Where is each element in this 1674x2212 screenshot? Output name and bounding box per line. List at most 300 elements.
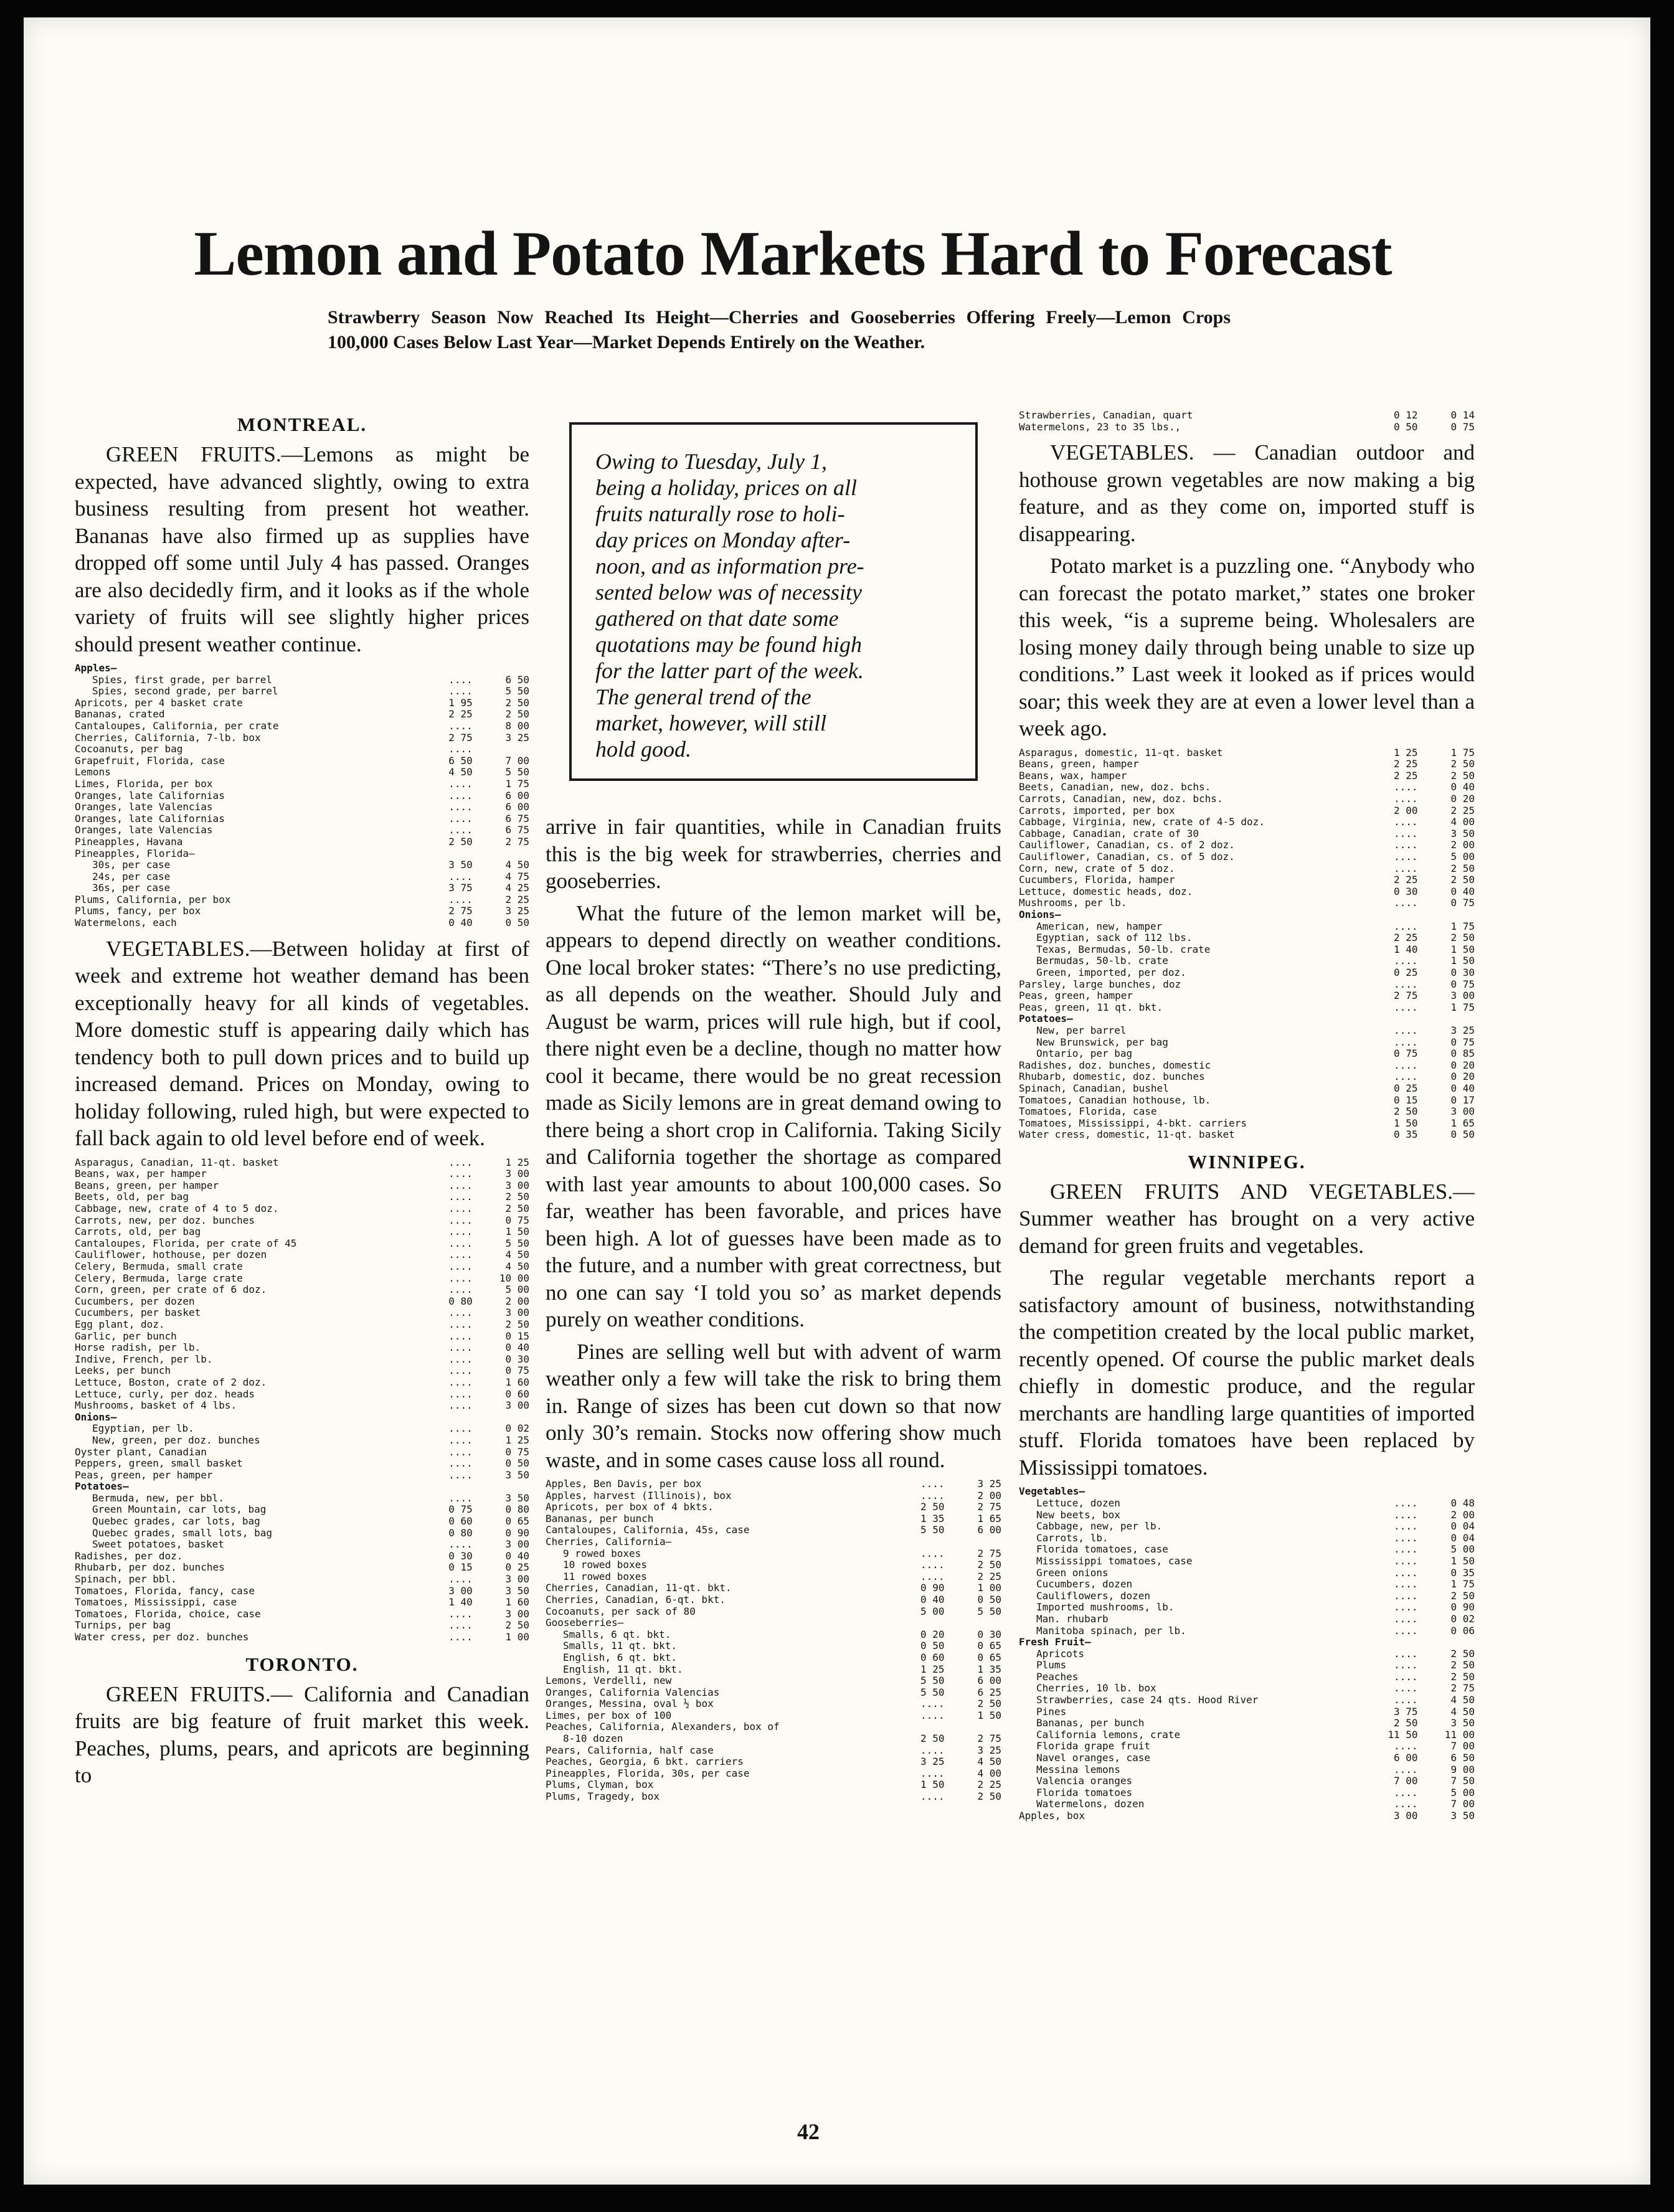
price-high: 1 00 <box>977 1582 1001 1594</box>
item-label: Potatoes— <box>75 1481 129 1493</box>
price-low: .... <box>448 1249 473 1261</box>
price-low: 3 75 <box>448 882 473 894</box>
price-low: .... <box>1393 1660 1418 1671</box>
item-label: Strawberries, Canadian, quart <box>1019 410 1193 421</box>
price-high: 0 75 <box>1450 897 1475 909</box>
potato-market-paragraph: Potato market is a puzzling one. “Anybody who can forecast the potato market,” states one broker this week, “is a supreme being. Wholesalers are losing money daily through being unable to size up conditions.” Last week it looked as if prices would soar; this week they are at even a lower level than a week ago. <box>1019 554 1475 741</box>
price-high: 1 00 <box>505 1632 529 1643</box>
item-label: Cauliflower, Canadian, cs. of 2 doz. <box>1019 839 1235 851</box>
item-label: Asparagus, Canadian, 11-qt. basket <box>75 1156 279 1168</box>
price-row <box>75 1481 529 1493</box>
montreal-fruit-price-table <box>75 663 529 929</box>
price-row <box>75 721 529 732</box>
price-low: .... <box>1393 1509 1418 1521</box>
item-label: Spies, first grade, per barrel <box>92 674 272 686</box>
item-label: Radishes, per doz. <box>75 1550 183 1562</box>
item-label: 10 rowed boxes <box>563 1559 647 1571</box>
price-low: 0 75 <box>1393 1048 1418 1060</box>
price-row <box>1019 747 1475 759</box>
price-high: 2 25 <box>505 894 529 905</box>
item-label: Rhubarb, domestic, doz. bunches <box>1019 1071 1205 1083</box>
price-high <box>1418 1637 1475 1648</box>
price-row <box>1019 1590 1475 1602</box>
price-high: 0 90 <box>1450 1602 1475 1614</box>
price-high: 3 00 <box>505 1608 529 1620</box>
item-label: Bermudas, 50-lb. crate <box>1036 955 1168 967</box>
price-low: .... <box>448 1318 473 1330</box>
price-low: .... <box>1393 1741 1418 1752</box>
price-row <box>546 1594 1001 1606</box>
price-low <box>1361 909 1418 921</box>
price-high: 3 00 <box>505 1168 529 1180</box>
price-low: .... <box>448 778 473 790</box>
item-label: Beets, old, per bag <box>75 1191 189 1203</box>
price-low: 5 50 <box>920 1675 945 1687</box>
price-row <box>1019 851 1475 863</box>
price-high: 0 20 <box>1450 793 1475 805</box>
item-label: Plums, Clyman, box <box>546 1779 654 1791</box>
winnipeg-heading: WINNIPEG. <box>1188 1150 1306 1173</box>
price-low: 3 00 <box>448 1585 473 1597</box>
price-high: 3 50 <box>505 1492 529 1504</box>
item-label: Celery, Bermuda, large crate <box>75 1272 243 1284</box>
price-high: 5 50 <box>505 686 529 697</box>
price-high: 4 00 <box>977 1767 1001 1779</box>
price-high: 0 50 <box>977 1594 1001 1605</box>
item-label: Lettuce, curly, per doz. heads <box>75 1388 255 1400</box>
item-label: Radishes, doz. bunches, domestic <box>1019 1059 1211 1071</box>
notice-line: day prices on Monday after- <box>595 527 851 552</box>
price-high: 2 50 <box>977 1559 1001 1571</box>
price-high: 1 65 <box>977 1513 1001 1524</box>
price-low: .... <box>448 801 473 813</box>
price-row <box>75 790 529 802</box>
item-label: Spinach, Canadian, bushel <box>1019 1082 1169 1094</box>
item-label: Asparagus, domestic, 11-qt. basket <box>1019 747 1223 759</box>
price-row <box>546 1745 1001 1757</box>
item-label: American, new, hamper <box>1036 920 1163 932</box>
toronto-continued-paragraph: arrive in fair quantities, while in Canadian fruits this is the big week for strawberries, cherries and gooseberries. <box>546 815 1001 893</box>
price-row <box>75 1597 529 1609</box>
price-low: 6 00 <box>1393 1752 1418 1764</box>
price-row <box>546 1698 1001 1710</box>
price-high: 2 75 <box>977 1548 1001 1559</box>
price-row <box>546 1779 1001 1791</box>
price-low: 4 50 <box>448 767 473 778</box>
price-high: 8 00 <box>505 720 529 732</box>
price-low: 2 50 <box>1393 1106 1418 1118</box>
price-low: .... <box>1393 1024 1418 1036</box>
item-label: Cherries, Canadian, 11-qt. bkt. <box>546 1582 732 1594</box>
item-label: Rhubarb, per doz. bunches <box>75 1562 225 1574</box>
item-label: Peas, green, 11 qt. bkt. <box>1019 1001 1163 1013</box>
item-label: Fresh Fruit— <box>1019 1637 1091 1648</box>
price-low: 5 00 <box>920 1605 945 1617</box>
price-high: 4 50 <box>505 1249 529 1261</box>
price-low <box>416 663 473 674</box>
price-low: 11 50 <box>1388 1729 1418 1741</box>
price-high: 0 06 <box>1450 1625 1475 1637</box>
item-label: Quebec grades, car lots, bag <box>92 1516 260 1528</box>
item-label: Vegetables— <box>1019 1486 1085 1498</box>
price-low: 0 30 <box>448 1550 473 1562</box>
price-row <box>75 1180 529 1192</box>
holiday-notice-box <box>569 422 978 781</box>
item-label: Indive, French, per lb. <box>75 1353 213 1365</box>
item-label: Cantaloupes, California, per crate <box>75 720 279 732</box>
price-low: .... <box>448 1307 473 1319</box>
price-high: 6 00 <box>977 1524 1001 1536</box>
price-low <box>887 1721 945 1733</box>
price-row <box>1019 770 1475 782</box>
price-low: .... <box>448 825 473 836</box>
price-high: 5 00 <box>1450 1544 1475 1556</box>
item-label: Garlic, per bunch <box>75 1330 177 1342</box>
price-low: .... <box>448 1330 473 1342</box>
item-label: Apricots <box>1036 1648 1085 1660</box>
item-label: Green Mountain, car lots, bag <box>92 1504 267 1516</box>
item-label: Onions— <box>1019 909 1061 920</box>
price-low: 0 40 <box>448 917 473 929</box>
item-label: Plums, fancy, per box <box>75 905 201 917</box>
price-low: 2 25 <box>1393 770 1418 782</box>
price-row <box>75 1261 529 1273</box>
price-high: 2 00 <box>977 1490 1001 1501</box>
price-low: .... <box>1393 1521 1418 1533</box>
item-label: California lemons, crate <box>1036 1729 1181 1741</box>
price-row <box>546 1733 1001 1745</box>
item-label: 9 rowed boxes <box>563 1548 641 1559</box>
price-row <box>546 1559 1001 1571</box>
price-row <box>546 1687 1001 1699</box>
item-label: Apples, box <box>1019 1810 1085 1822</box>
price-row <box>1019 1787 1475 1799</box>
price-row <box>75 732 529 744</box>
item-label: Man. rhubarb <box>1036 1613 1109 1625</box>
item-label: Smalls, 6 qt. bkt. <box>563 1628 671 1640</box>
price-high <box>945 1617 1002 1629</box>
price-high: 4 75 <box>505 871 529 882</box>
item-label: Peaches, Georgia, 6 bkt. carriers <box>546 1756 744 1768</box>
item-label: Cherries, 10 lb. box <box>1036 1683 1156 1694</box>
price-row <box>75 1609 529 1620</box>
price-low <box>416 848 473 860</box>
item-label: Florida grape fruit <box>1036 1741 1151 1752</box>
item-label: Cherries, California, 7-lb. box <box>75 732 261 744</box>
item-label: Oranges, late Californias <box>75 790 225 801</box>
price-low: 2 75 <box>448 905 473 917</box>
column-middle <box>546 410 1001 2153</box>
price-high: 0 40 <box>505 1342 529 1354</box>
item-label: Egyptian, per lb. <box>92 1423 194 1435</box>
price-high: 0 15 <box>505 1330 529 1342</box>
price-high: 2 50 <box>505 697 529 709</box>
price-low: .... <box>1393 1671 1418 1683</box>
item-label: Celery, Bermuda, small crate <box>75 1261 243 1272</box>
price-high: 6 25 <box>977 1686 1001 1698</box>
price-low: .... <box>920 1767 945 1779</box>
item-label: Tomatoes, Florida, fancy, case <box>75 1585 255 1597</box>
item-label: Limes, per box of 100 <box>546 1709 672 1721</box>
price-row <box>1019 1095 1475 1107</box>
price-high: 2 50 <box>1450 932 1475 944</box>
item-label: Peppers, green, small basket <box>75 1458 243 1470</box>
price-high: 0 75 <box>1450 1036 1475 1048</box>
price-row <box>75 1226 529 1238</box>
price-row <box>75 1273 529 1285</box>
item-label: Peas, green, per hamper <box>75 1469 213 1481</box>
price-high: 2 50 <box>977 1698 1001 1710</box>
price-high: 3 00 <box>505 1307 529 1319</box>
price-high: 0 40 <box>505 1550 529 1562</box>
price-low: .... <box>1393 1555 1418 1567</box>
price-row <box>75 1620 529 1632</box>
price-low: 2 25 <box>1393 759 1418 770</box>
item-label: Manitoba spinach, per lb. <box>1036 1625 1186 1637</box>
price-row <box>1019 1775 1475 1787</box>
price-high <box>1418 909 1475 921</box>
price-high: 0 75 <box>1450 978 1475 990</box>
item-label: Lemons, Verdelli, new <box>546 1675 672 1687</box>
price-row <box>1019 1637 1475 1648</box>
price-low: 0 25 <box>1393 967 1418 978</box>
price-row <box>75 686 529 697</box>
article-subtitle: Strawberry Season Now Reached Its Height—Cherries and Gooseberries Offering Freely—Lemon Crops 100,000 Cases Below Last Year—Market Depends Entirely on the Weather. <box>328 307 1231 352</box>
price-low: 0 60 <box>920 1652 945 1663</box>
price-high: 9 00 <box>1450 1764 1475 1775</box>
price-low: .... <box>1393 1497 1418 1509</box>
price-row <box>75 1191 529 1203</box>
price-row <box>1019 1683 1475 1694</box>
price-low: .... <box>1393 1613 1418 1625</box>
price-high: 3 00 <box>505 1400 529 1412</box>
price-low <box>1361 1013 1418 1025</box>
price-high: 7 00 <box>505 755 529 767</box>
price-low: 1 40 <box>448 1597 473 1609</box>
price-high: 5 50 <box>505 1237 529 1249</box>
item-label: Watermelons, dozen <box>1036 1798 1145 1810</box>
price-row <box>1019 1486 1475 1498</box>
price-high: 2 50 <box>1450 1660 1475 1671</box>
price-low: 0 40 <box>920 1594 945 1605</box>
price-high: 1 75 <box>1450 1001 1475 1013</box>
item-label: Sweet potatoes, basket <box>92 1539 224 1551</box>
price-high: 6 50 <box>1450 1752 1475 1764</box>
item-label: Oranges, late Californias <box>75 813 225 825</box>
price-high: 1 75 <box>505 778 529 790</box>
price-row <box>1019 1025 1475 1037</box>
price-row <box>75 1586 529 1597</box>
price-high <box>473 663 529 674</box>
price-row <box>1019 1694 1475 1706</box>
price-row <box>1019 886 1475 898</box>
item-label: Green onions <box>1036 1567 1109 1579</box>
price-row <box>75 767 529 778</box>
item-label: Peas, green, hamper <box>1019 990 1133 1002</box>
item-label: Cantaloupes, Florida, per crate of 45 <box>75 1237 297 1249</box>
price-row <box>1019 990 1475 1002</box>
price-row <box>75 1365 529 1377</box>
item-label: Texas, Bermudas, 50-lb. crate <box>1036 943 1211 955</box>
price-low: .... <box>1393 1590 1418 1602</box>
price-low: 0 50 <box>1393 421 1418 433</box>
price-high: 0 40 <box>1450 1082 1475 1094</box>
price-low: 0 30 <box>1393 886 1418 897</box>
price-low: .... <box>448 1574 473 1586</box>
price-low: 2 50 <box>920 1501 945 1513</box>
item-label: Mushrooms, basket of 4 lbs. <box>75 1400 237 1412</box>
item-label: Imported mushrooms, lb. <box>1036 1602 1175 1614</box>
price-high <box>945 1721 1002 1733</box>
item-label: Oranges, Messina, oval ½ box <box>546 1698 714 1710</box>
price-row <box>75 1470 529 1482</box>
price-low: 2 50 <box>920 1733 945 1745</box>
price-row <box>75 917 529 929</box>
price-high <box>473 1481 529 1493</box>
price-low: .... <box>1393 863 1418 874</box>
price-high: 0 90 <box>505 1527 529 1539</box>
price-row <box>75 1215 529 1227</box>
price-low: .... <box>448 1214 473 1226</box>
item-label: Tomatoes, Mississippi, case <box>75 1597 237 1609</box>
price-high: 0 30 <box>505 1353 529 1365</box>
price-high: 2 50 <box>1450 863 1475 874</box>
notice-line: for the latter part of the week. <box>595 658 864 683</box>
item-label: Pineapples, Florida— <box>75 848 195 859</box>
item-label: Apples, harvest (Illinois), box <box>546 1490 732 1501</box>
price-high: 1 50 <box>977 1709 1001 1721</box>
item-label: Egyptian, sack of 112 lbs. <box>1036 932 1193 944</box>
item-label: New Brunswick, per bag <box>1036 1036 1168 1048</box>
price-high: 0 14 <box>1450 410 1475 421</box>
notice-line: hold good. <box>595 737 692 762</box>
item-label: Spinach, per bbl. <box>75 1574 177 1586</box>
price-low: .... <box>448 1608 473 1620</box>
price-high: 1 60 <box>505 1376 529 1388</box>
price-high: 1 75 <box>1450 747 1475 759</box>
price-high: 2 75 <box>977 1733 1001 1745</box>
notice-line: quotations may be found high <box>595 632 862 657</box>
price-row <box>546 1640 1001 1652</box>
price-high: 5 00 <box>1450 851 1475 863</box>
item-label: Green, imported, per doz. <box>1036 967 1186 978</box>
price-row <box>1019 1533 1475 1544</box>
price-low: .... <box>448 744 473 755</box>
price-row <box>75 894 529 906</box>
price-low: .... <box>448 790 473 801</box>
price-high: 0 80 <box>505 1504 529 1516</box>
item-label: Pines <box>1036 1706 1067 1718</box>
price-low: 3 25 <box>920 1756 945 1768</box>
price-high: 2 50 <box>505 1203 529 1215</box>
price-low: 2 00 <box>1393 805 1418 816</box>
price-low: 7 00 <box>1393 1775 1418 1787</box>
price-low: 2 25 <box>1393 874 1418 886</box>
item-label: Tomatoes, Mississippi, 4-bkt. carriers <box>1019 1117 1247 1129</box>
price-high: 3 50 <box>505 1469 529 1481</box>
price-low: .... <box>1393 816 1418 828</box>
price-low: .... <box>1393 897 1418 909</box>
winnipeg-green-fruits-paragraph: GREEN FRUITS AND VEGETABLES.—Summer weather has brought on a very active demand for green fruits and vegetables. <box>1019 1179 1475 1258</box>
price-low: .... <box>1393 1798 1418 1810</box>
price-row <box>1019 1013 1475 1025</box>
item-label: Peaches <box>1036 1671 1079 1683</box>
price-high: 2 75 <box>1450 1683 1475 1694</box>
price-low: 2 50 <box>1393 1718 1418 1729</box>
montreal-green-fruits-paragraph: GREEN FRUITS.—Lemons as might be expected, have advanced slightly, owing to extra business resulting from present hot weather. Bananas have also firmed up as supplies have dropped off some until July 4 has passed. Oranges are also decidedly firm, and it looks as if the whole variety of fruits will see slightly higher prices should present weather continue. <box>75 442 529 656</box>
item-label: Bananas, per bunch <box>1036 1718 1145 1729</box>
price-row <box>546 1664 1001 1676</box>
price-high: 0 04 <box>1450 1521 1475 1533</box>
price-row <box>75 1377 529 1389</box>
price-high: 3 00 <box>1450 990 1475 1002</box>
price-high: 1 75 <box>1450 1579 1475 1590</box>
item-label: Apricots, per box of 4 bkts. <box>546 1501 714 1513</box>
price-row <box>75 1238 529 1250</box>
price-low: .... <box>448 1261 473 1272</box>
price-high <box>1418 1013 1475 1025</box>
item-label: Limes, Florida, per box <box>75 778 213 790</box>
price-row <box>546 1536 1001 1548</box>
price-row <box>1019 863 1475 875</box>
price-row <box>75 674 529 686</box>
price-high: 4 25 <box>505 882 529 894</box>
price-high: 4 50 <box>505 859 529 871</box>
item-label: Watermelons, 23 to 35 lbs., <box>1019 421 1181 433</box>
item-label: Tomatoes, Florida, choice, case <box>75 1608 261 1620</box>
price-high: 2 25 <box>977 1571 1001 1582</box>
price-high: 4 50 <box>977 1756 1001 1768</box>
price-low: 1 40 <box>1393 943 1418 955</box>
item-label: New, green, per doz. bunches <box>92 1434 260 1446</box>
item-label: Turnips, per bag <box>75 1620 171 1632</box>
price-high: 2 00 <box>505 1295 529 1307</box>
price-high: 2 50 <box>1450 759 1475 770</box>
price-row <box>1019 1129 1475 1141</box>
price-low: .... <box>448 1632 473 1643</box>
toronto-fruit-price-table <box>546 1478 1001 1803</box>
price-low: .... <box>448 1226 473 1238</box>
item-label: Strawberries, case 24 qts. Hood River <box>1036 1694 1259 1706</box>
price-high: 3 25 <box>1450 1024 1475 1036</box>
price-low: .... <box>1393 1579 1418 1590</box>
price-low: .... <box>1393 1648 1418 1660</box>
price-row <box>75 755 529 767</box>
item-label: 36s, per case <box>92 882 171 894</box>
price-row <box>1019 839 1475 851</box>
price-row <box>546 1582 1001 1594</box>
price-high: 3 50 <box>505 1585 529 1597</box>
price-high: 2 25 <box>1450 805 1475 816</box>
item-label: Pineapples, Havana <box>75 836 183 848</box>
price-row <box>75 836 529 848</box>
item-label: Navel oranges, case <box>1036 1752 1151 1764</box>
item-label: Messina lemons <box>1036 1764 1120 1775</box>
price-row <box>75 1516 529 1528</box>
price-low: .... <box>448 674 473 686</box>
price-row <box>1019 1614 1475 1625</box>
item-label: Lettuce, domestic heads, doz. <box>1019 886 1193 897</box>
price-low: .... <box>1393 1001 1418 1013</box>
price-row <box>75 813 529 825</box>
price-row <box>546 1721 1001 1733</box>
price-row <box>1019 759 1475 770</box>
price-low: .... <box>920 1548 945 1559</box>
price-high: 1 25 <box>505 1156 529 1168</box>
price-row <box>75 1493 529 1505</box>
price-low: 0 15 <box>1393 1094 1418 1106</box>
price-row <box>75 1331 529 1343</box>
